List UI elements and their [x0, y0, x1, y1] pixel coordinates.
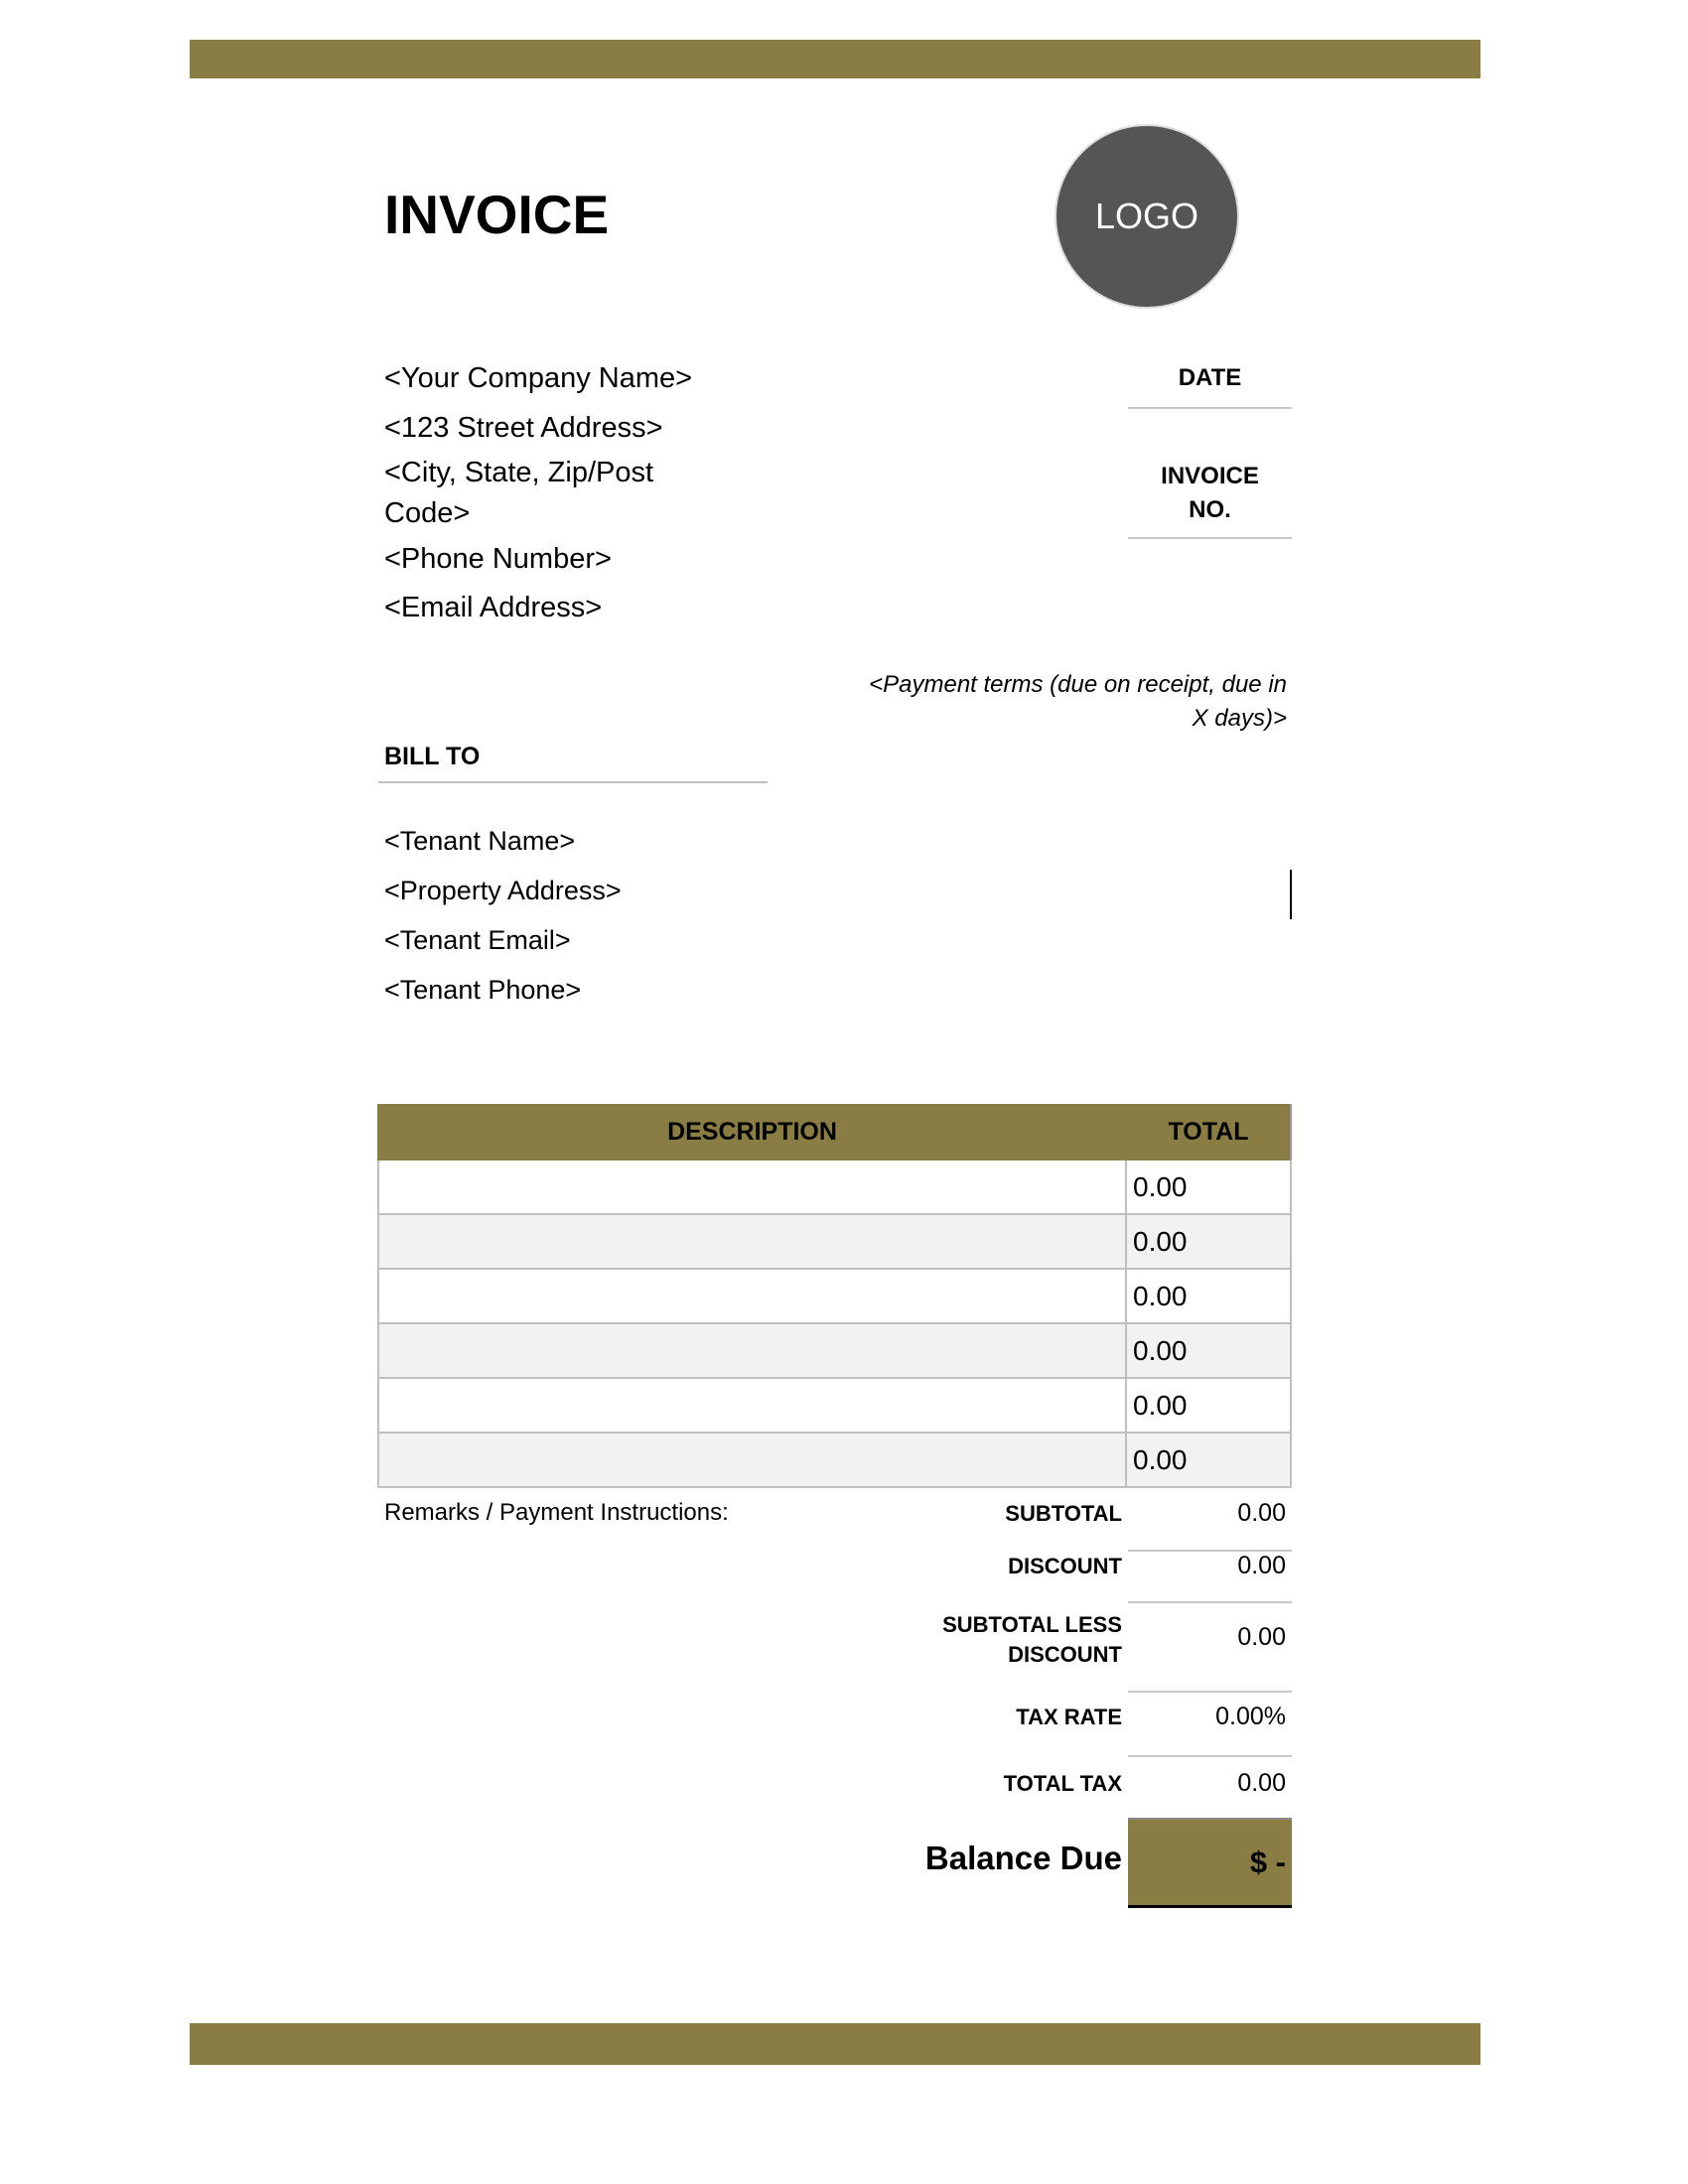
invoice-title: INVOICE [384, 184, 610, 245]
invoice-no-label-line2: NO. [1189, 496, 1231, 523]
tenant-phone[interactable]: <Tenant Phone> [384, 975, 582, 1005]
company-email[interactable]: <Email Address> [384, 592, 603, 623]
line-items-table [377, 1104, 1292, 1488]
payment-terms[interactable] [814, 668, 1287, 736]
row-total-cell[interactable]: 0.00 [1133, 1280, 1188, 1311]
subtotal-value: 0.00 [1237, 1499, 1286, 1527]
tax-rate-label: TAX RATE [1016, 1705, 1122, 1729]
table-row [377, 1324, 1292, 1379]
subtotal-label: SUBTOTAL [1005, 1501, 1122, 1526]
row-description-cell[interactable] [379, 1379, 1127, 1432]
table-header [377, 1104, 1292, 1160]
row-description-cell[interactable] [379, 1215, 1127, 1268]
top-accent-band [190, 40, 1480, 78]
tax-rate-divider [1128, 1755, 1292, 1757]
discount-label: DISCOUNT [1008, 1554, 1122, 1578]
company-street[interactable]: <123 Street Address> [384, 412, 663, 444]
company-city-line2[interactable]: Code> [384, 497, 471, 529]
total-tax-value: 0.00 [1237, 1769, 1286, 1797]
table-row [377, 1215, 1292, 1270]
invoice-no-field-line[interactable] [1128, 537, 1292, 539]
bill-to-label: BILL TO [384, 743, 481, 770]
description-header: DESCRIPTION [667, 1118, 837, 1146]
total-header: TOTAL [1127, 1104, 1292, 1160]
row-total-cell[interactable]: 0.00 [1133, 1389, 1188, 1421]
discount-divider [1128, 1601, 1292, 1603]
table-row [377, 1270, 1292, 1324]
subtotal-less-discount-label-line2: DISCOUNT [1008, 1642, 1122, 1667]
logo-text: LOGO [1094, 196, 1199, 236]
company-name[interactable]: <Your Company Name> [384, 362, 693, 394]
subtotal-less-discount-value: 0.00 [1237, 1623, 1286, 1651]
company-phone[interactable]: <Phone Number> [384, 543, 612, 575]
subtotal-less-discount-divider [1128, 1691, 1292, 1693]
row-description-cell[interactable] [379, 1270, 1127, 1322]
property-address[interactable]: <Property Address> [384, 876, 622, 905]
date-label: DATE [1178, 364, 1242, 391]
row-description-cell[interactable] [379, 1160, 1127, 1213]
row-total-cell[interactable]: 0.00 [1133, 1443, 1188, 1475]
table-row [377, 1379, 1292, 1433]
tenant-name[interactable]: <Tenant Name> [384, 826, 576, 856]
payment-terms-line1: <Payment terms (due on receipt, due in [869, 671, 1287, 698]
row-total-cell[interactable]: 0.00 [1133, 1334, 1188, 1366]
row-description-cell[interactable] [379, 1433, 1127, 1486]
balance-due-label: Balance Due [924, 1840, 1122, 1876]
text-cursor [1290, 870, 1292, 919]
payment-terms-line2: X days)> [1192, 705, 1287, 732]
total-tax-label: TOTAL TAX [1003, 1771, 1122, 1796]
bill-to-divider [378, 781, 768, 783]
row-description-cell[interactable] [379, 1324, 1127, 1377]
balance-due-box [1128, 1818, 1292, 1908]
discount-value[interactable]: 0.00 [1237, 1552, 1286, 1579]
table-row [377, 1160, 1292, 1215]
subtotal-less-discount-label-line1: SUBTOTAL LESS [942, 1612, 1122, 1637]
tax-rate-value[interactable]: 0.00% [1215, 1703, 1286, 1730]
invoice-no-label-line1: INVOICE [1161, 463, 1259, 489]
remarks-label[interactable]: Remarks / Payment Instructions: [384, 1499, 729, 1526]
row-total-cell[interactable]: 0.00 [1133, 1225, 1188, 1257]
date-field-line[interactable] [1128, 407, 1292, 409]
logo-placeholder [1055, 124, 1239, 309]
row-total-cell[interactable]: 0.00 [1133, 1170, 1188, 1202]
table-row [377, 1433, 1292, 1488]
bottom-accent-band [190, 2023, 1480, 2065]
company-city-line1[interactable]: <City, State, Zip/Post [384, 457, 654, 488]
balance-due-value: $ - [1249, 1844, 1286, 1879]
tenant-email[interactable]: <Tenant Email> [384, 925, 571, 955]
